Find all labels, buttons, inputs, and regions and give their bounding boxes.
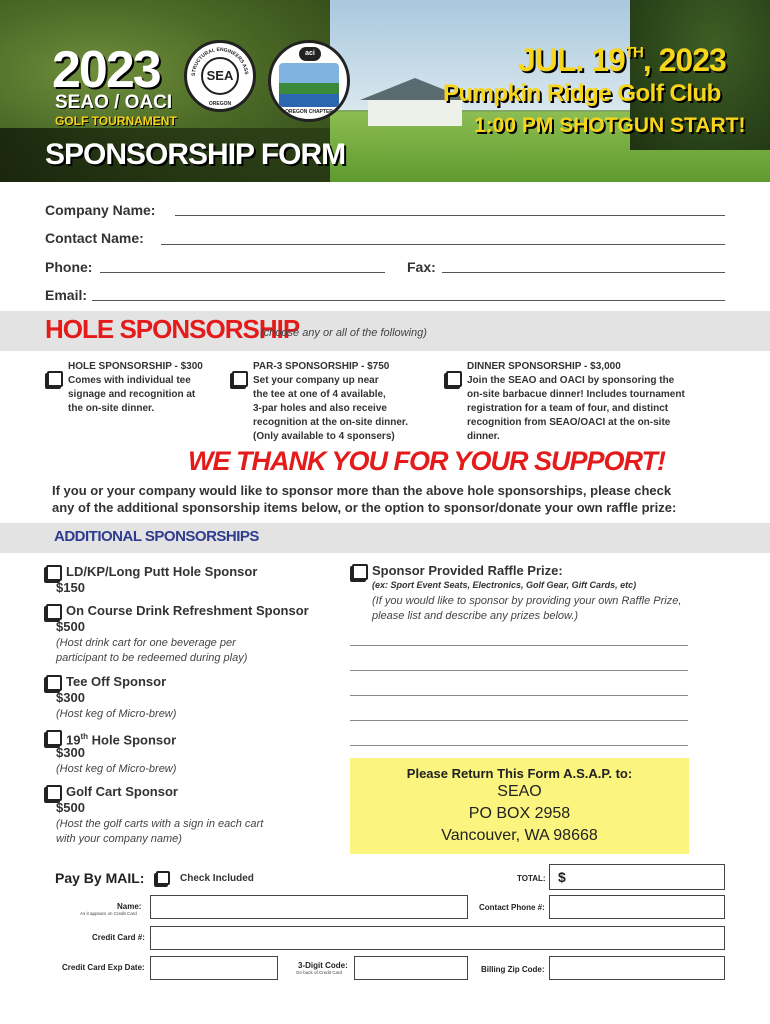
return-org: SEAO (497, 783, 542, 800)
return-address-box (350, 758, 689, 854)
raffle-prize-note: (If you would like to sponsor by providing your own Raffle Prize, please list and describe any prizes below.) (372, 595, 682, 622)
email-label: Email: (45, 287, 88, 303)
company-name-label: Company Name: (45, 202, 156, 218)
hole-sponsorship-title: HOLE SPONSORSHIP (45, 314, 300, 344)
event-year: 2023 (52, 41, 160, 99)
ld-kp-sponsor-checkbox[interactable] (46, 565, 62, 581)
check-included-label: Check Included (180, 873, 254, 884)
return-po-box: PO BOX 2958 (468, 805, 571, 822)
dinner-sponsorship-option: DINNER SPONSORSHIP - $3,000 Join the SEAO and OACI by sponsoring the on-site barbacue dinner! Includes tournament registration for a team of four, and distinct recognition from SEAO/OACI at the on-site dinner. (467, 361, 685, 442)
hole-19-sponsor-price: $300 (56, 745, 85, 760)
seao-logo-mark: SEA (201, 57, 239, 95)
org-names: SEAO / OACI (55, 92, 173, 113)
security-code-hint: On back of Credit Card (296, 970, 343, 975)
return-city: Vancouver, WA 98668 (441, 827, 598, 844)
golf-cart-sponsor-note: (Host the golf carts with a sign in each cart with your company name) (56, 818, 264, 845)
golf-cart-sponsor-label: Golf Cart Sponsor (66, 784, 178, 799)
raffle-prize-label: Sponsor Provided Raffle Prize: (372, 563, 563, 578)
cardholder-name-field[interactable] (150, 895, 468, 919)
ld-kp-sponsor-price: $150 (56, 580, 85, 595)
aci-logo-mark: aci (299, 47, 321, 61)
golf-cart-sponsor-checkbox[interactable] (46, 785, 62, 801)
svg-text:STRUCTURAL ENGINEERS ASSOCIATI: STRUCTURAL ENGINEERS ASS (190, 46, 249, 77)
hole-sponsorship-option: HOLE SPONSORSHIP - $300 Comes with individual tee signage and recognition at the on-site dinner. (68, 361, 203, 414)
aci-logo (268, 40, 350, 122)
par3-sponsorship-option: PAR-3 SPONSORSHIP - $750 Set your company up near the tee at one of 4 available, 3-par holes and also receive recognition at the on-site dinner. (Only available to 4 sponsers) (253, 361, 409, 442)
total-field[interactable] (549, 864, 725, 890)
tee-off-sponsor-checkbox[interactable] (46, 675, 62, 691)
security-code-label: 3-Digit Code: (298, 961, 348, 970)
par3-sponsorship-checkbox[interactable] (232, 371, 248, 387)
drink-sponsor-label: On Course Drink Refreshment Sponsor (66, 603, 309, 618)
exp-date-field[interactable] (150, 956, 278, 980)
hole-sponsorship-subtitle: (choose any or all of the following) (260, 327, 427, 339)
hole-19-sponsor-checkbox[interactable] (46, 730, 62, 746)
drink-sponsor-checkbox[interactable] (46, 604, 62, 620)
seao-logo (184, 40, 256, 112)
start-time: 1:00 PM SHOTGUN START! (474, 114, 746, 137)
raffle-prize-checkbox[interactable] (352, 564, 368, 580)
contact-phone-label: Contact Phone #: (479, 903, 545, 912)
event-name: GOLF TOURNAMENT (55, 114, 177, 128)
ld-kp-sponsor-label: LD/KP/Long Putt Hole Sponsor (66, 564, 258, 579)
total-currency: $ (558, 869, 566, 885)
raffle-prize-line-2[interactable] (350, 670, 688, 671)
hole-19-sponsor-note: (Host keg of Micro-brew) (56, 763, 177, 775)
aci-logo-caption: OREGON CHAPTER (285, 109, 333, 115)
credit-card-field[interactable] (150, 926, 725, 950)
golf-cart-sponsor-price: $500 (56, 800, 85, 815)
phone-field[interactable] (100, 272, 385, 273)
tee-off-sponsor-note: (Host keg of Micro-brew) (56, 708, 177, 720)
cardholder-name-label: Name: (117, 902, 142, 911)
dinner-sponsorship-checkbox[interactable] (446, 371, 462, 387)
raffle-prize-line-4[interactable] (350, 720, 688, 721)
company-name-field[interactable] (175, 215, 725, 216)
drink-sponsor-price: $500 (56, 619, 85, 634)
hole-sponsorship-checkbox[interactable] (47, 371, 63, 387)
form-title: SPONSORSHIP FORM (45, 138, 346, 171)
event-venue: Pumpkin Ridge Golf Club (443, 80, 721, 107)
contact-name-label: Contact Name: (45, 230, 144, 246)
billing-zip-field[interactable] (549, 956, 725, 980)
thank-you-heading: WE THANK YOU FOR YOUR SUPPORT! (188, 446, 666, 476)
seao-logo-caption: OREGON (208, 101, 232, 107)
contact-name-field[interactable] (161, 244, 725, 245)
email-field[interactable] (92, 300, 725, 301)
event-date: JUL. 19TH, 2023 (518, 42, 726, 78)
mountain-scene-icon (279, 63, 339, 107)
return-heading: Please Return This Form A.S.A.P. to: (406, 766, 633, 781)
raffle-prize-examples: (ex: Sport Event Seats, Electronics, Golf Gear, Gift Cards, etc) (372, 580, 637, 590)
hole-19-sponsor-label: 19th Hole Sponsor (66, 732, 177, 748)
header-banner (0, 0, 770, 182)
cardholder-name-hint: As it appears on Credit Card (80, 911, 137, 916)
tee-off-sponsor-label: Tee Off Sponsor (66, 674, 167, 689)
raffle-prize-line-3[interactable] (350, 695, 688, 696)
contact-phone-field[interactable] (549, 895, 725, 919)
check-included-checkbox[interactable] (156, 871, 170, 885)
security-code-field[interactable] (354, 956, 468, 980)
fax-label: Fax: (407, 259, 436, 275)
pay-by-mail-label: Pay By MAIL: (55, 870, 145, 886)
additional-intro: If you or your company would like to sponsor more than the above hole sponsorships, please check any of the additional sponsorship items below, or the option to sponsor/donate your own raffle prize: (52, 483, 677, 515)
exp-date-label: Credit Card Exp Date: (62, 963, 145, 972)
raffle-prize-line-5[interactable] (350, 745, 688, 746)
billing-zip-label: Billing Zip Code: (481, 965, 545, 974)
additional-sponsorships-title: ADDITIONAL SPONSORSHIPS (54, 528, 259, 545)
tee-off-sponsor-price: $300 (56, 690, 85, 705)
fax-field[interactable] (442, 272, 725, 273)
phone-label: Phone: (45, 259, 93, 275)
credit-card-label: Credit Card #: (92, 933, 145, 942)
drink-sponsor-note: (Host drink cart for one beverage per participant to be redeemed during play) (56, 637, 248, 664)
raffle-prize-line-1[interactable] (350, 645, 688, 646)
total-label: TOTAL: (517, 874, 546, 883)
